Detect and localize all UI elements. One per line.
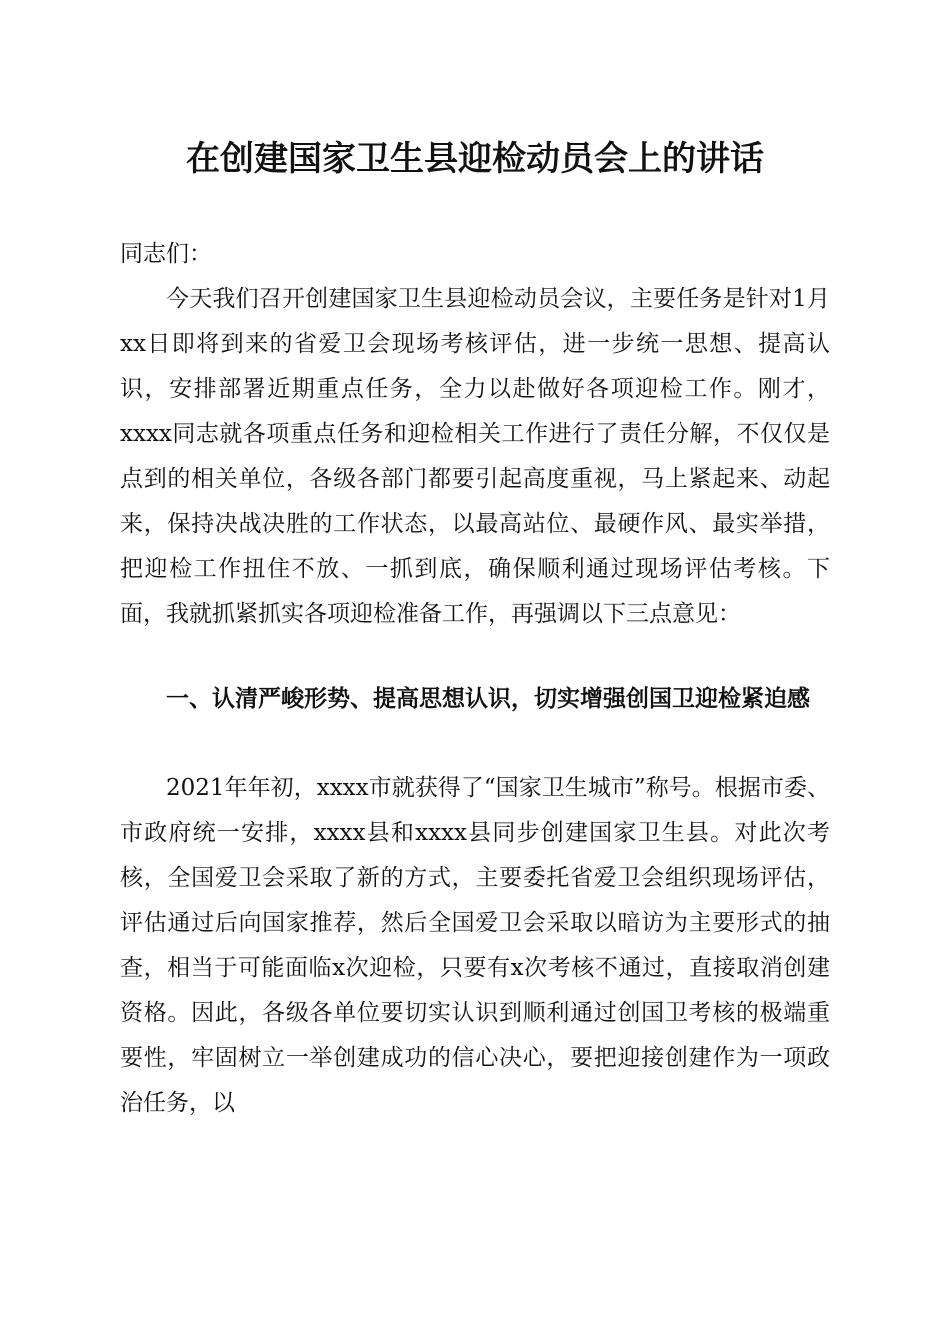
paragraph-section-1: 2021年年初，xxxx市就获得了“国家卫生城市”称号。根据市委、市政府统一安排，xxxx县和xxxx县同步创建国家卫生县。对此次考核，全国爱卫会采取了新的方式，主要委托省爱卫会组织现场评估，评估通过后向国家推荐，然后全国爱卫会采取以暗访为主要形式的抽查，相当于可能面临x次迎检，只要有x次考核不通过，直接取消创建资格。因此，各级各单位要切实认识到顺利通过创国卫考核的极端重要性，牢固树立一举创建成功的信心决心，要把迎接创建作为一项政治任务，以 — [120, 775, 830, 1116]
section-heading-1: 一、认清严峻形势、提高思想认识，切实增强创国卫迎检紧迫感 — [166, 686, 810, 712]
paragraph-intro: 今天我们召开创建国家卫生县迎检动员会议，主要任务是针对1月xx日即将到来的省爱卫会现场考核评估，进一步统一思想、提高认识，安排部署近期重点任务，全力以赴做好各项迎检工作。刚才，xxxx同志就各项重点任务和迎检相关工作进行了责任分解，不仅仅是点到的相关单位，各级各部门都要引起高度重视，马上紧起来、动起来，保持决战决胜的工作状态，以最高站位、最硬作风、最实举措，把迎检工作扭住不放、一抓到底，确保顺利通过现场评估考核。下面，我就抓紧抓实各项迎检准备工作，再强调以下三点意见： — [120, 286, 830, 627]
document-title: 在创建国家卫生县迎检动员会上的讲话 — [186, 139, 764, 179]
salutation: 同志们： — [120, 241, 212, 267]
